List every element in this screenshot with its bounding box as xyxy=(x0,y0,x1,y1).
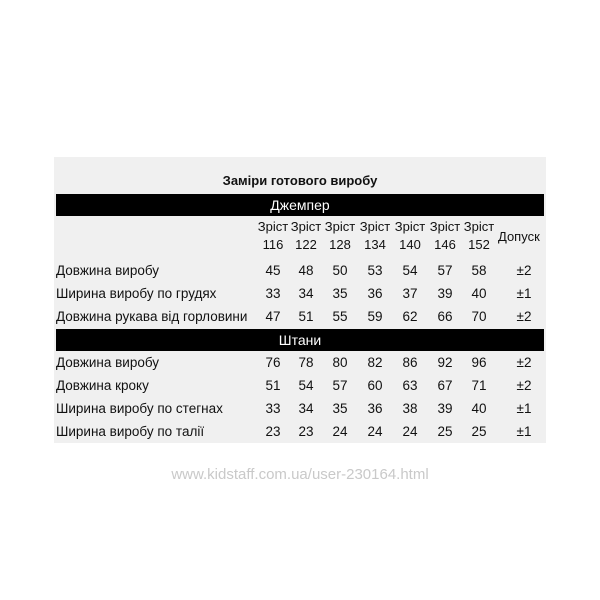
size-chart xyxy=(54,157,546,443)
size-header-140 xyxy=(392,218,428,254)
measurement-cell: 70 xyxy=(471,309,487,324)
size-value: 140 xyxy=(399,237,421,252)
measurement-cell: 53 xyxy=(367,263,383,278)
table-row xyxy=(54,260,546,282)
measurement-cell: 51 xyxy=(265,378,281,393)
table-row xyxy=(54,306,546,328)
measurement-cell: 57 xyxy=(437,263,453,278)
measurement-cell: 35 xyxy=(332,286,348,301)
section-header-pants: Штани xyxy=(56,329,544,351)
measurement-cell: 96 xyxy=(471,355,487,370)
measurement-cell: 33 xyxy=(265,286,281,301)
size-word: Зріст xyxy=(257,219,289,234)
size-value: 152 xyxy=(468,237,490,252)
watermark-url: www.kidstaff.com.ua/user-230164.html xyxy=(171,466,429,483)
measurement-cell: 34 xyxy=(298,401,314,416)
tolerance-cell: ±2 xyxy=(516,355,532,370)
measurement-cell: 33 xyxy=(265,401,281,416)
measurement-cell: 57 xyxy=(332,378,348,393)
measurement-cell: 82 xyxy=(367,355,383,370)
table-row xyxy=(54,352,546,374)
table-row xyxy=(54,375,546,397)
table-row xyxy=(54,398,546,420)
size-header-116 xyxy=(255,218,291,254)
size-word: Зріст xyxy=(394,219,426,234)
measurement-cell: 45 xyxy=(265,263,281,278)
row-label: Ширина виробу по талії xyxy=(56,424,205,439)
size-header-128 xyxy=(322,218,358,254)
section-header-jumper: Джемпер xyxy=(56,194,544,216)
size-value: 116 xyxy=(262,237,284,252)
size-header-152 xyxy=(461,218,497,254)
measurement-cell: 24 xyxy=(332,424,348,439)
table-row xyxy=(54,421,546,443)
measurement-cell: 60 xyxy=(367,378,383,393)
measurement-cell: 37 xyxy=(402,286,418,301)
measurement-cell: 51 xyxy=(298,309,314,324)
measurement-cell: 66 xyxy=(437,309,453,324)
measurement-cell: 55 xyxy=(332,309,348,324)
size-value: 128 xyxy=(329,237,351,252)
measurement-cell: 86 xyxy=(402,355,418,370)
tolerance-cell: ±1 xyxy=(516,424,532,439)
measurement-cell: 71 xyxy=(471,378,487,393)
size-value: 134 xyxy=(364,237,386,252)
measurement-cell: 54 xyxy=(402,263,418,278)
measurement-cell: 23 xyxy=(265,424,281,439)
measurement-cell: 80 xyxy=(332,355,348,370)
measurement-cell: 36 xyxy=(367,286,383,301)
size-value: 146 xyxy=(434,237,456,252)
size-word: Зріст xyxy=(359,219,391,234)
measurement-cell: 67 xyxy=(437,378,453,393)
measurement-cell: 58 xyxy=(471,263,487,278)
measurement-cell: 54 xyxy=(298,378,314,393)
tolerance-cell: ±2 xyxy=(516,263,532,278)
tolerance-cell: ±2 xyxy=(516,378,532,393)
measurement-cell: 50 xyxy=(332,263,348,278)
measurement-cell: 47 xyxy=(265,309,281,324)
measurement-cell: 38 xyxy=(402,401,418,416)
measurement-cell: 92 xyxy=(437,355,453,370)
measurement-cell: 40 xyxy=(471,401,487,416)
measurement-cell: 78 xyxy=(298,355,314,370)
measurement-cell: 62 xyxy=(402,309,418,324)
row-label: Довжина кроку xyxy=(56,378,149,393)
size-value: 122 xyxy=(295,237,317,252)
tolerance-cell: ±1 xyxy=(516,286,532,301)
measurement-cell: 24 xyxy=(402,424,418,439)
measurement-cell: 48 xyxy=(298,263,314,278)
chart-title: Заміри готового виробу xyxy=(222,173,378,188)
row-label: Довжина рукава від горловини xyxy=(56,309,248,324)
measurement-cell: 24 xyxy=(367,424,383,439)
tolerance-cell: ±2 xyxy=(516,309,532,324)
measurement-cell: 35 xyxy=(332,401,348,416)
measurement-cell: 39 xyxy=(437,401,453,416)
size-header-146 xyxy=(427,218,463,254)
size-word: Зріст xyxy=(290,219,322,234)
row-label: Довжина виробу xyxy=(56,263,160,278)
size-word: Зріст xyxy=(324,219,356,234)
measurement-cell: 63 xyxy=(402,378,418,393)
measurement-cell: 40 xyxy=(471,286,487,301)
tolerance-cell: ±1 xyxy=(516,401,532,416)
row-label: Ширина виробу по стегнах xyxy=(56,401,223,416)
measurement-cell: 25 xyxy=(437,424,453,439)
row-label: Ширина виробу по грудях xyxy=(56,286,217,301)
size-header-122 xyxy=(288,218,324,254)
table-row xyxy=(54,283,546,305)
size-header-134 xyxy=(357,218,393,254)
measurement-cell: 34 xyxy=(298,286,314,301)
measurement-cell: 23 xyxy=(298,424,314,439)
size-word: Зріст xyxy=(463,219,495,234)
size-word: Зріст xyxy=(429,219,461,234)
measurement-cell: 76 xyxy=(265,355,281,370)
measurement-cell: 39 xyxy=(437,286,453,301)
tolerance-header: Допуск xyxy=(498,229,540,244)
row-label: Довжина виробу xyxy=(56,355,160,370)
measurement-cell: 36 xyxy=(367,401,383,416)
measurement-cell: 59 xyxy=(367,309,383,324)
measurement-cell: 25 xyxy=(471,424,487,439)
